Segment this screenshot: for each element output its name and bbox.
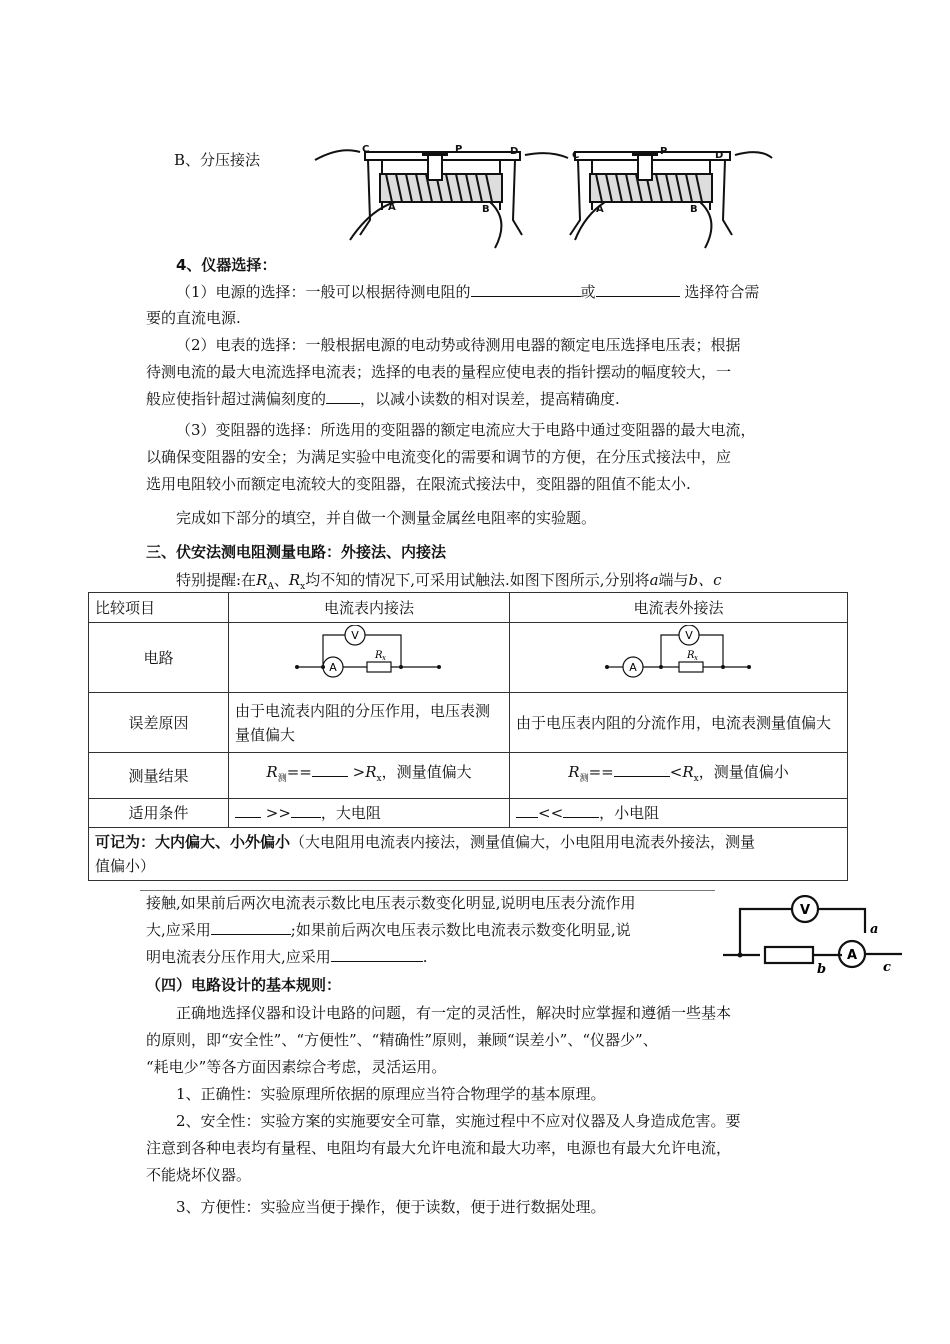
instruments-p2-line2: 待测电流的最大电流选择电流表；选择的电表的量程应使电表的指针摆动的幅度较大，一 [146,363,732,381]
divider [140,890,715,891]
fig-terminal-b: b [817,962,827,975]
terminal-a-right: A [596,204,604,215]
blank-field[interactable] [516,803,538,818]
terminal-c-right: C [572,150,580,161]
fig-voltmeter-label: V [799,903,811,918]
trial-contact-diagram [720,895,910,975]
trial-line2: 大,应采用 ;如果前后两次电压表示数比电流表示数变化明显,说 [146,921,631,939]
rule-2-line3: 不能烧坏仪器。 [146,1166,252,1184]
result-inner: $R_测== >R_x$，测量值偏大 [229,753,510,799]
instruments-p1-line1: （1）电源的选择：一般可以根据待测电阻的 或 选择符合需 [176,283,760,301]
blank-field[interactable] [291,803,321,818]
blank-field[interactable] [563,803,599,818]
comparison-table [88,592,848,881]
trial-line3: 明电流表分压作用大,应采用 . [146,948,428,966]
rule-2-line2: 注意到各种电表均有量程、电阻均有最大允许电流和最大功率，电源也有最大允许电流， [146,1139,732,1157]
rule-2-line1: 2、安全性：实验方案的实施要安全可靠，实施过程中不应对仪器及人身造成危害。要 [176,1112,741,1130]
rule-1: 1、正确性：实验原理所依据的原理应当符合物理学的基本原理。 [176,1085,606,1103]
condition-outer: << ，小电阻 [510,799,848,828]
terminal-a-left: A [388,202,396,213]
fig-ammeter-label: A [846,948,858,963]
fig-terminal-c: c [883,960,891,975]
rheostat-diagrams [310,140,780,250]
blank-field[interactable] [235,803,261,818]
terminal-b-right: B [690,204,698,215]
blank-field[interactable] [614,762,670,777]
terminal-b-left: B [482,204,490,215]
blank-field[interactable] [326,389,360,404]
inner-connection-diagram [289,625,449,683]
blank-field[interactable] [331,947,423,962]
instruments-p2-line1: （2）电表的选择：一般根据电源的电动势或待测用电器的额定电压选择电压表；根据 [176,336,741,354]
section-b-label: B、分压接法 [174,151,261,169]
ammeter-label: A [329,661,337,674]
instruments-p1-line2: 要的直流电源. [146,309,241,327]
section4-p1-line3: “耗电少”等各方面因素综合考虑，灵活运用。 [146,1058,447,1076]
result-outer: $R_测== <R_x$，测量值偏小 [510,753,848,799]
row-label-error: 误差原因 [89,693,229,753]
blank-field[interactable] [596,282,680,297]
blank-field[interactable] [211,920,291,935]
section3-tip: 特别提醒:在$R_A$、$R_x$均不知的情况下,可采用试触法.如图下图所示,分别将a端与b、c [176,571,722,592]
resistor-label: R [375,650,383,661]
table-header: 电流表外接法 [510,593,848,623]
rule-3: 3、方便性：实验应当便于操作，便于读数，便于进行数据处理。 [176,1198,606,1216]
voltmeter-label: V [351,629,359,642]
trial-line1: 接触,如果前后两次电流表示数比电压表示数变化明显,说明电压表分流作用 [146,894,636,912]
resistor-sub: x [382,654,386,662]
error-inner: 由于电流表内阻的分压作用，电压表测量值偏大 [229,693,510,753]
instruments-p3-line1: （3）变阻器的选择：所选用的变阻器的额定电流应大于电路中通过变阻器的最大电流， [176,421,756,439]
section3-heading: 三、伏安法测电阻测量电路：外接法、内接法 [146,543,447,561]
instruments-p2-line3: 般应使指针超过满偏刻度的 ，以减小读数的相对误差，提高精确度. [146,390,620,408]
blank-field[interactable] [312,762,348,777]
inner-circuit-cell [229,623,510,693]
row-label-circuit: 电路 [89,623,229,693]
resistor-sub: x [693,654,698,662]
voltmeter-label: V [684,629,693,642]
instruments-heading: 4、仪器选择： [176,256,277,274]
terminal-d-right: D [715,150,724,161]
fig-terminal-a: a [870,922,879,937]
rheostat-left [315,150,568,248]
section4-p1-line2: 的原则，即“安全性”、“方便性”、“精确性”原则，兼顾“误差小”、“仪器少”、 [146,1031,658,1049]
resistor-label: R [686,650,695,661]
terminal-d-left: D [510,146,519,157]
instruments-p3-line2: 以确保变阻器的安全；为满足实验中电流变化的需要和调节的方便，在分压式接法中，应 [146,448,732,466]
terminal-p-left: P [455,144,463,155]
instruments-p3-line3: 选用电阻较小而额定电流较大的变阻器，在限流式接法中，变阻器的阻值不能太小. [146,475,691,493]
row-label-result: 测量结果 [89,753,229,799]
ammeter-label: A [628,661,637,674]
outer-connection-diagram [599,625,759,683]
blank-field[interactable] [471,282,581,297]
outer-circuit-cell [510,623,848,693]
error-outer: 由于电压表内阻的分流作用，电流表测量值偏大 [510,693,848,753]
instruments-p4: 完成如下部分的填空，并自做一个测量金属丝电阻率的实验题。 [176,509,597,527]
memo-row: 可记为：大内偏大、小外偏小（大电阻用电流表内接法，测量值偏大，小电阻用电流表外接法，测量 值偏小） [89,828,848,881]
table-header: 电流表内接法 [229,593,510,623]
terminal-c-left: C [362,144,370,155]
table-header: 比较项目 [89,593,229,623]
rheostat-right [570,152,772,248]
condition-inner: >> ，大电阻 [229,799,510,828]
row-label-condition: 适用条件 [89,799,229,828]
section4-heading: （四）电路设计的基本规则： [146,976,342,994]
terminal-p-right: P [660,146,668,157]
section4-p1-line1: 正确地选择仪器和设计电路的问题，有一定的灵活性，解决时应掌握和遵循一些基本 [176,1004,732,1022]
